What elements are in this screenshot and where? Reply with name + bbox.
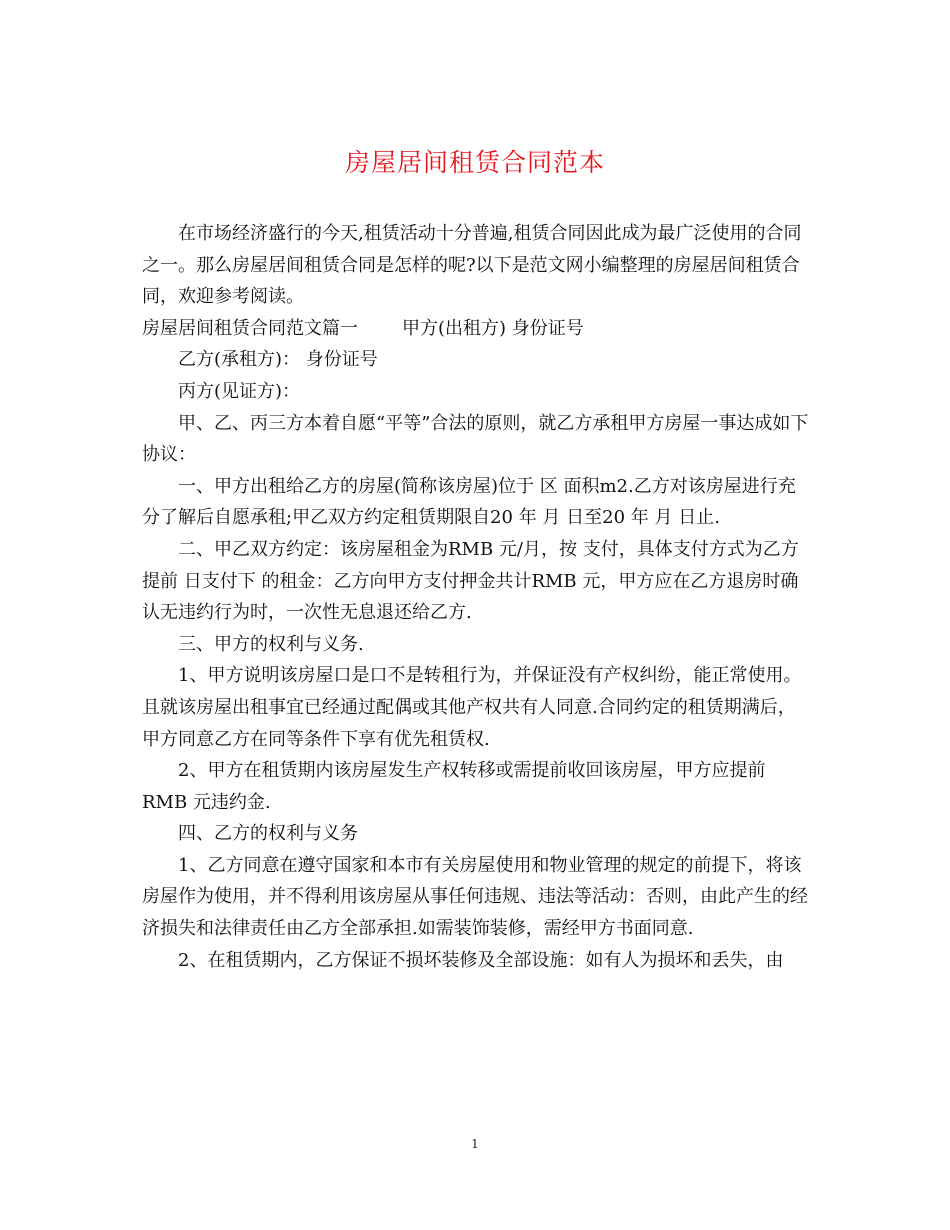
clause-4-heading: 四、乙方的权利与义务: [178, 823, 358, 845]
section-heading-line: [142, 313, 810, 345]
page-number: 1: [471, 1137, 479, 1151]
document-body: [142, 218, 810, 976]
document-title: 房屋居间租赁合同范本: [344, 148, 605, 177]
clause-3-heading: 三、甲方的权利与义务.: [178, 633, 364, 655]
clause-2: 二、甲乙双方约定：该房屋租金为RMB 元/月，按 支付，具体支付方式为乙方提前 日支付下 的租金：乙方向甲方支付押金共计RMB 元，甲方应在乙方退房时确认无违约行为时，一次性无息退还给乙方.: [142, 538, 799, 624]
intro-paragraph: 在市场经济盛行的今天,租赁活动十分普遍,租赁合同因此成为最广泛使用的合同之一。那么房屋居间租赁合同是怎样的呢?以下是范文网小编整理的房屋居间租赁合同，欢迎参考阅读。: [142, 223, 802, 308]
clause-4-1: 1、乙方同意在遵守国家和本市有关房屋使用和物业管理的规定的前提下，将该房屋作为使用，并不得利用该房屋从事任何违规、违法等活动：否则，由此产生的经济损失和法律责任由乙方全部承担.如需装饰装修，需经甲方书面同意.: [142, 854, 808, 940]
clause-4-2: 2、在租赁期内，乙方保证不损坏装修及全部设施：如有人为损坏和丢失，由: [178, 949, 784, 971]
preamble-paragraph: 甲、乙、丙三方本着自愿“平等”合法的原则，就乙方承租甲方房屋一事达成如下协议：: [142, 412, 809, 466]
party-b: 乙方(承租方)： 身份证号: [178, 349, 378, 371]
party-a: 甲方(出租方) 身份证号: [402, 317, 584, 339]
clause-3-2: 2、甲方在租赁期内该房屋发生产权转移或需提前收回该房屋，甲方应提前RMB 元违约金.: [142, 760, 766, 813]
clause-3-1: 1、甲方说明该房屋口是口不是转租行为，并保证没有产权纠纷，能正常使用。且就该房屋出租事宜已经通过配偶或其他产权共有人同意.合同约定的租赁期满后，甲方同意乙方在同等条件下享有优先租赁权.: [142, 665, 802, 750]
section-heading: 房屋居间租赁合同范文篇一: [142, 317, 358, 339]
clause-1: 一、甲方出租给乙方的房屋(简称该房屋)位于 区 面积m2.乙方对该房屋进行充分了解后自愿承租;甲乙双方约定租赁期限自20 年 月 日至20 年 月 日止.: [142, 475, 796, 529]
party-c: 丙方(见证方)：: [178, 380, 301, 402]
